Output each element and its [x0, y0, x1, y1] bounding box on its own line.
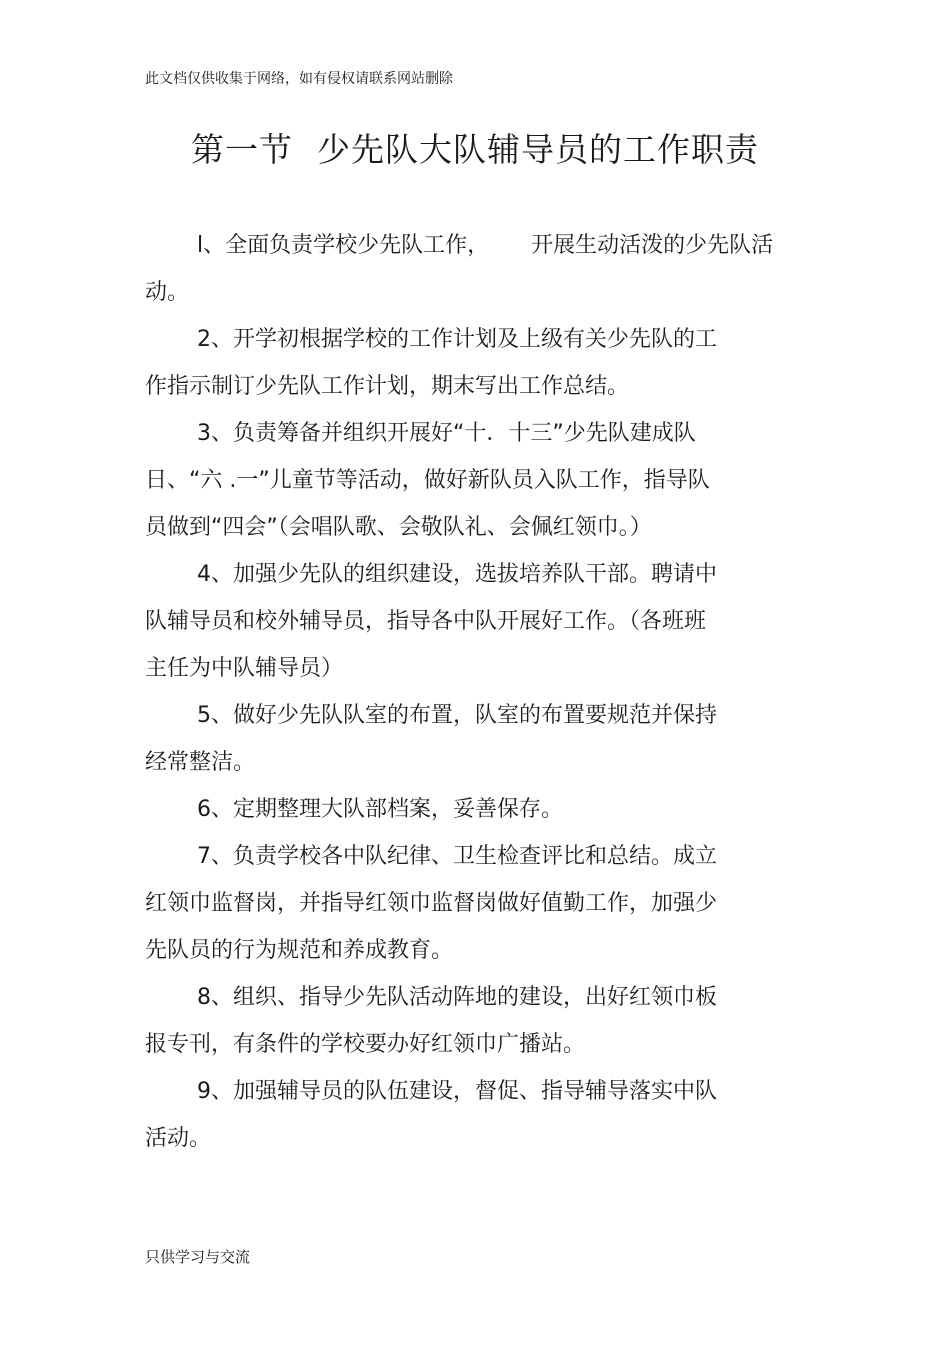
paragraph-7-line-1: 7、负责学校各中队纪律、卫生检查评比和总结。成立 — [197, 844, 717, 869]
document-body — [145, 222, 785, 1162]
paragraph-6-line-1: 6、定期整理大队部档案，妥善保存。 — [197, 797, 563, 822]
paragraph-5-line-1: 5、做好少先队队室的布置，队室的布置要规范并保持 — [197, 703, 717, 728]
paragraph-3-line-1: 3、负责筹备并组织开展好“十．十三”少先队建成队 — [197, 421, 696, 446]
paragraph-8-line-1: 8、组织、指导少先队活动阵地的建设，出好红领巾板 — [197, 985, 717, 1010]
page-title — [0, 126, 950, 174]
paragraph-9-line-1: 9、加强辅导员的队伍建设，督促、指导辅导落实中队 — [197, 1079, 717, 1104]
paragraph-2-line-2: 作指示制订少先队工作计划，期末写出工作总结。 — [145, 374, 630, 399]
paragraph-2-line-1: 2、开学初根据学校的工作计划及上级有关少先队的工 — [197, 327, 717, 352]
header-disclaimer: 此文档仅供收集于网络，如有侵权请联系网站删除 — [145, 71, 453, 87]
paragraph-7-line-2: 红领巾监督岗，并指导红领巾监督岗做好值勤工作，加强少 — [145, 891, 718, 916]
paragraph-7-line-3: 先队员的行为规范和养成教育。 — [145, 938, 454, 963]
paragraph-9-line-2: 活动。 — [145, 1126, 212, 1151]
paragraph-4-line-3: 主任为中队辅导员） — [145, 656, 344, 681]
paragraph-3-line-2: 日、“六 .一”儿童节等活动，做好新队员入队工作，指导队 — [145, 468, 710, 493]
paragraph-3-line-3: 员做到“四会”（会唱队歌、会敬队礼、会佩红领巾。） — [145, 515, 652, 540]
paragraph-4-line-1: 4、加强少先队的组织建设，选拔培养队干部。聘请中 — [197, 562, 717, 587]
footer-note: 只供学习与交流 — [145, 1248, 251, 1266]
section-title: 少先队大队辅导员的工作职责 — [317, 130, 759, 169]
paragraph-8-line-2: 报专刊，有条件的学校要办好红领巾广播站。 — [145, 1032, 586, 1057]
paragraph-4-line-2: 队辅导员和校外辅导员，指导各中队开展好工作。（各班班 — [145, 609, 707, 634]
paragraph-1-line-1: l、全面负责学校少先队工作， 开展生动活泼的少先队活 — [197, 233, 774, 258]
paragraph-1-line-2: 动。 — [145, 280, 190, 305]
section-number: 第一节 — [191, 130, 293, 169]
paragraph-5-line-2: 经常整洁。 — [145, 750, 256, 775]
